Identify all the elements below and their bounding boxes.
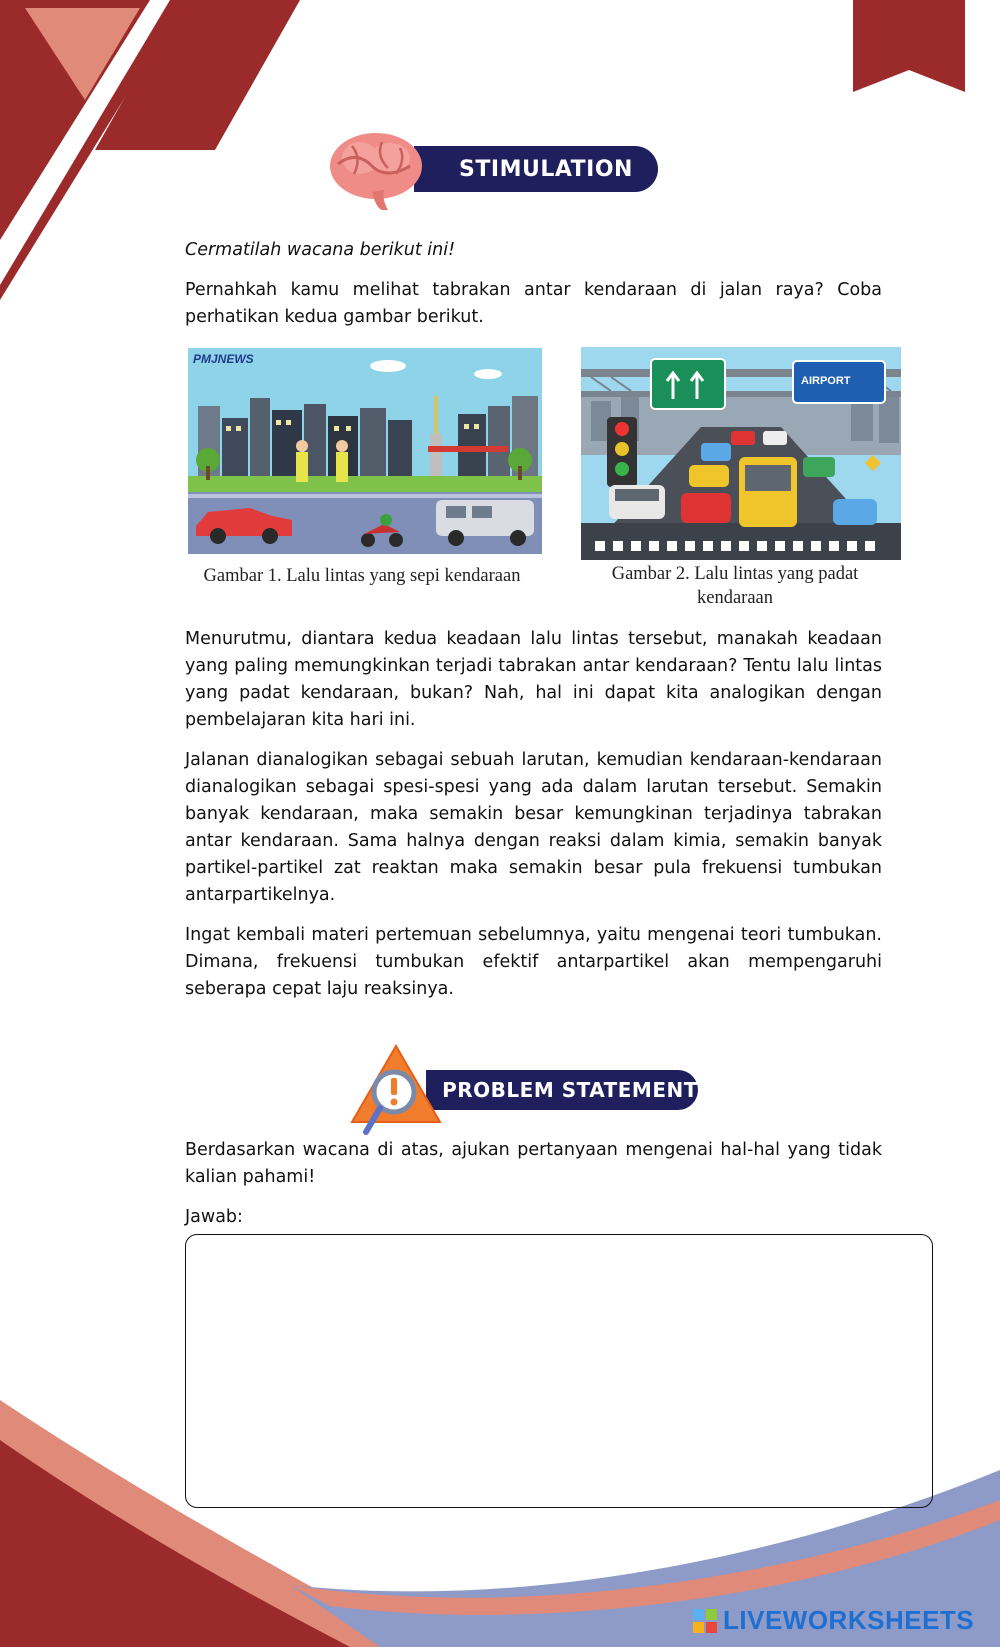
liveworksheets-logo [693, 1605, 974, 1636]
stimulation-banner [326, 128, 658, 210]
figure-1-caption: Gambar 1. Lalu lintas yang sepi kendaraan [203, 566, 521, 586]
liveworksheets-brand-text: LIVEWORKSHEETS [723, 1605, 975, 1635]
stimulation-label: STIMULATION [414, 146, 658, 192]
answer-input[interactable] [185, 1234, 933, 1508]
figure-2-sign-text: AIRPORT [801, 375, 851, 387]
figure-2-image [581, 347, 901, 560]
problem-statement-label: PROBLEM STATEMENT [426, 1070, 698, 1110]
figure-1-image [188, 348, 542, 554]
problem-text: Berdasarkan wacana di atas, ajukan pertanyaan mengenai hal-hal yang tidak kalian pahami! [185, 1140, 882, 1187]
intro-question: Pernahkah kamu melihat tabrakan antar kendaraan di jalan raya? Coba perhatikan kedua gambar berikut. [185, 280, 882, 327]
paragraph-3: Ingat kembali materi pertemuan sebelumnya, yaitu mengenai teori tumbukan. Dimana, frekuensi tumbukan efektif antarpartikel akan mempengaruhi seberapa cepat laju reaksinya. [185, 925, 882, 999]
instruction-text: Cermatilah wacana berikut ini! [185, 240, 456, 260]
figure-1-brand: PMJNEWS [193, 352, 254, 366]
paragraph-2: Jalanan dianalogikan sebagai sebuah larutan, kemudian kendaraan-kendaraan dianalogikan sebagai spesi-spesi yang ada dalam larutan tersebut. Semakin banyak kendaraan, maka semakin besar kemungkinan terjadinya tabrakan antar kendaraan. Sama halnya dengan reaksi dalam kimia, semakin banyak partikel-partikel zat reaktan maka semakin besar pula frekuensi tumbukan antarpartikelnya. [185, 750, 882, 905]
brain-icon [326, 128, 426, 210]
liveworksheets-logo-icon [693, 1609, 717, 1633]
problem-statement-banner [348, 1042, 698, 1138]
figure-2-caption: Gambar 2. Lalu lintas yang padat kendaraan [611, 564, 859, 608]
warning-icon [348, 1042, 444, 1138]
paragraph-1: Menurutmu, diantara kedua keadaan lalu lintas tersebut, manakah keadaan yang paling memungkinkan terjadi tabrakan antar kendaraan? Tentu lalu lintas yang padat kendaraan, bukan? Nah, hal ini dapat kita analogikan dengan pembelajaran kita hari ini. [185, 629, 882, 730]
answer-label: Jawab: [185, 1207, 243, 1227]
